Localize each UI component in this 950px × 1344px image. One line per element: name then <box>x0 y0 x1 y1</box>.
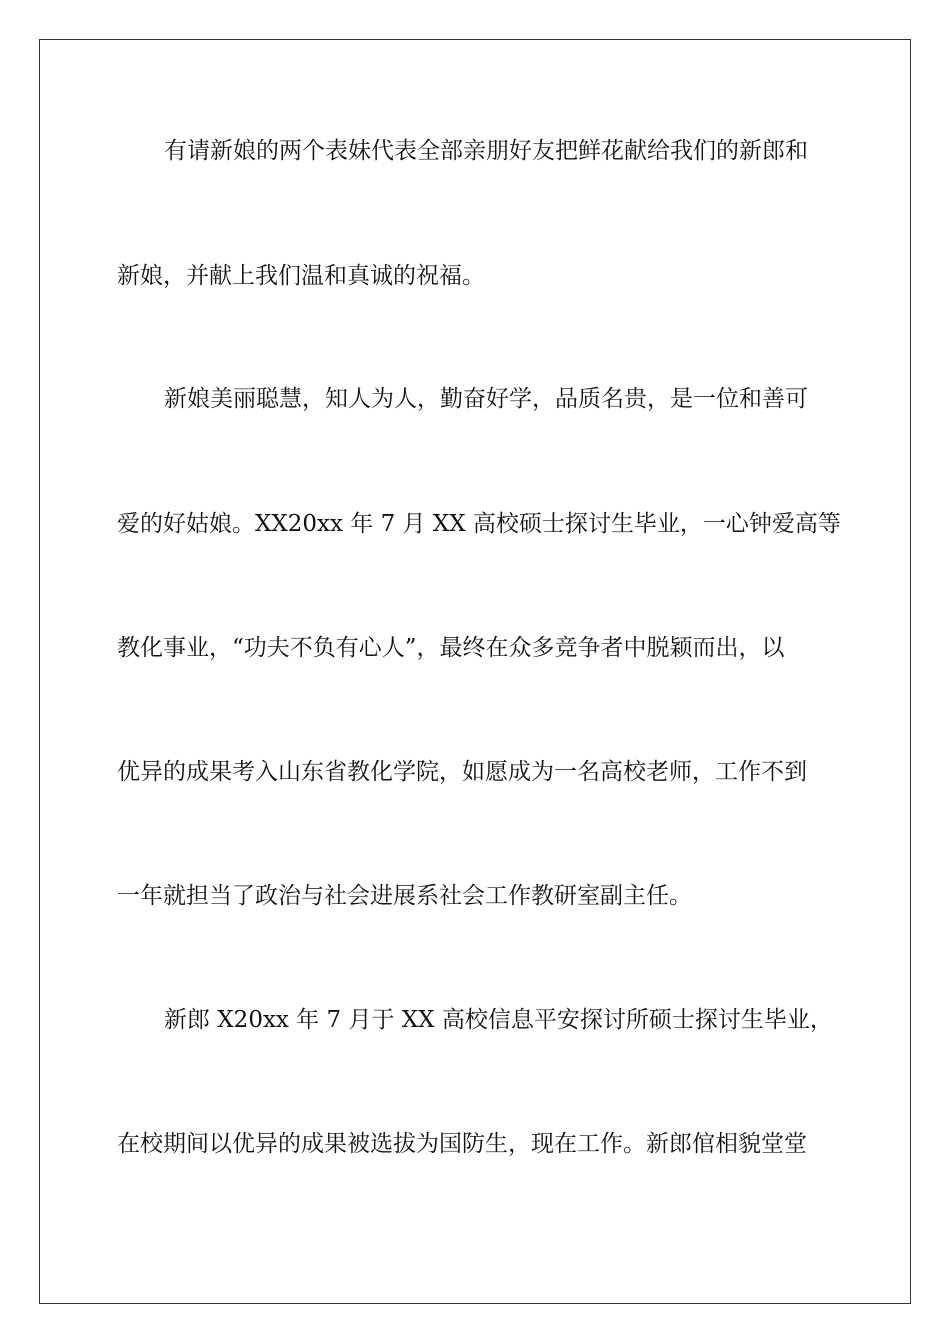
paragraph-2-line-2: 爱的好姑娘。XX20xx 年 7 月 XX 高校硕士探讨生毕业，一心钟爱高等 <box>117 511 841 537</box>
paragraph-3-line-1: 新郎 X20xx 年 7 月于 XX 高校信息平安探讨所硕士探讨生毕业， <box>164 1007 833 1033</box>
page-frame <box>39 39 911 1304</box>
paragraph-2-line-5: 一年就担当了政治与社会进展系社会工作教研室副主任。 <box>117 883 692 909</box>
paragraph-1-line-1: 有请新娘的两个表妹代表全部亲朋好友把鲜花献给我们的新郎和 <box>164 138 808 164</box>
paragraph-1-line-2: 新娘，并献上我们温和真诚的祝福。 <box>117 263 485 289</box>
paragraph-2-line-1: 新娘美丽聪慧，知人为人，勤奋好学，品质名贵，是一位和善可 <box>164 386 808 412</box>
paragraph-2-line-4: 优异的成果考入山东省教化学院，如愿成为一名高校老师，工作不到 <box>117 759 807 785</box>
paragraph-2-line-3: 教化事业，“功夫不负有心人”，最终在众多竞争者中脱颖而出，以 <box>117 635 785 661</box>
paragraph-3-line-2: 在校期间以优异的成果被选拔为国防生，现在工作。新郎倌相貌堂堂 <box>117 1131 807 1157</box>
